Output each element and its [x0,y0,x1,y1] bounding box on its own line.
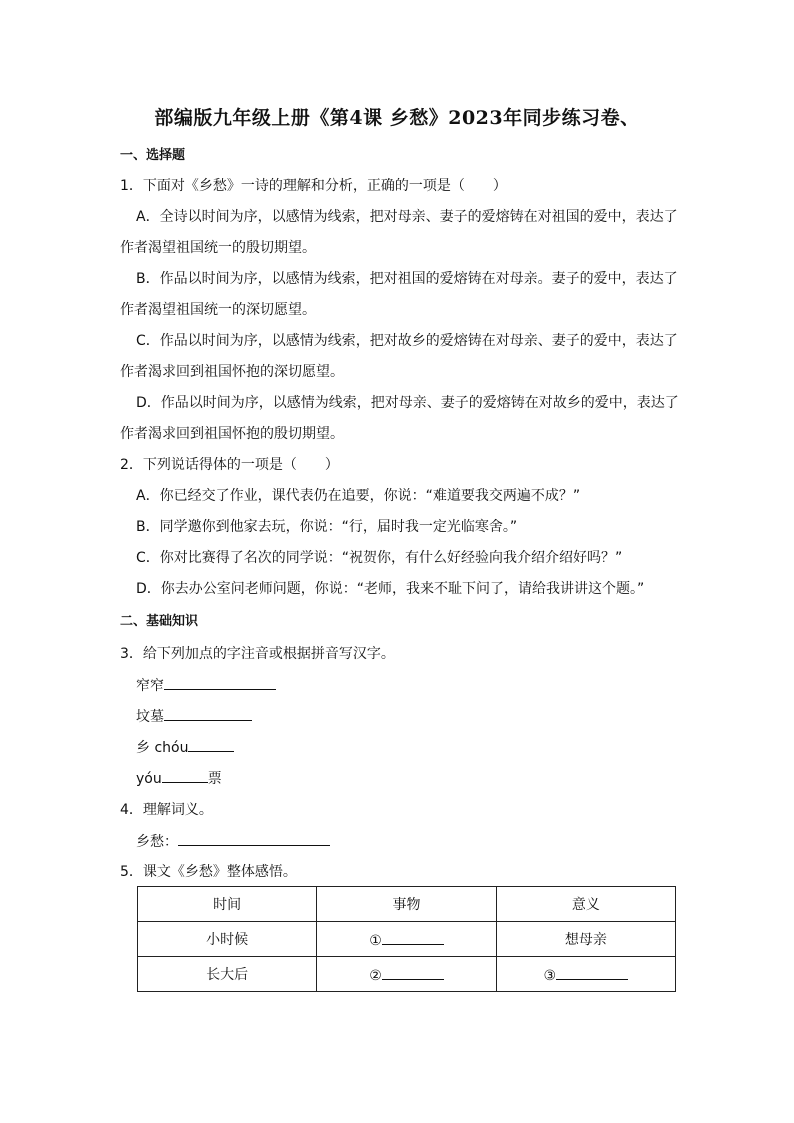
question-5-stem: 5．课文《乡愁》整体感悟。 [120,864,297,880]
section-heading-choice: 一、选择题 [120,148,186,163]
table-cell: 想母亲 [496,922,675,957]
page-title: 部编版九年级上册《第4课 乡愁》2023年同步练习卷、 [154,107,640,129]
question-2-option-a: A．你已经交了作业，课代表仍在追要，你说：“难道要我交两遍不成？” [136,488,581,504]
question-1-option-d-cont: 作者渴求回到祖国怀抱的殷切期望。 [120,426,344,442]
section-heading-basics: 二、基础知识 [120,614,199,629]
table-cell-blank [317,957,496,992]
question-1-option-d: D．作品以时间为序，以感情为线索，把对母亲、妻子的爱熔铸在对故乡的爱中，表达了 [136,395,679,411]
table-cell-blank [496,957,675,992]
question-4-stem: 4．理解词义。 [120,802,213,818]
table-header-cell: 意义 [496,887,675,922]
question-3-item-3-label: 乡 chóu [136,740,189,756]
question-3-item-2 [136,706,252,727]
table-header-cell: 时间 [138,887,317,922]
answer-blank[interactable] [556,965,628,980]
question-3-stem: 3．给下列加点的字注音或根据拼音写汉字。 [120,646,395,662]
question-1-option-c-cont: 作者渴求回到祖国怀抱的深切愿望。 [120,364,344,380]
answer-blank[interactable] [382,930,444,945]
answer-blank[interactable] [162,768,208,783]
table-header-row [138,887,676,922]
question-3-item-4-suffix: 票 [207,771,222,787]
question-2-option-c: C．你对比赛得了名次的同学说：“祝贺你，有什么好经验向我介绍介绍好吗？” [136,550,623,566]
table-row [138,922,676,957]
question-1-option-b-cont: 作者渴望祖国统一的深切愿望。 [120,302,316,318]
circled-number: ② [369,967,382,984]
question-1-option-b: B．作品以时间为序，以感情为线索，把对祖国的爱熔铸在对母亲。妻子的爱中，表达了 [136,271,678,287]
answer-blank[interactable] [164,675,276,690]
question-3-item-1-label: 窄窄 [136,678,164,694]
question-1-option-a: A．全诗以时间为序，以感情为线索，把对母亲、妻子的爱熔铸在对祖国的爱中，表达了 [136,209,678,225]
table-cell-blank [317,922,496,957]
question-2-stem: 2．下列说话得体的一项是（ ） [120,457,339,473]
circled-number: ③ [543,967,557,984]
question-3-item-2-label: 坟墓 [136,709,164,725]
table-row [138,957,676,992]
question-3-item-4 [136,768,222,789]
appreciation-table [137,886,676,992]
question-3-item-3 [136,737,234,758]
question-4-item [136,831,330,852]
question-1-stem: 1．下面对《乡愁》一诗的理解和分析，正确的一项是（ ） [120,178,507,194]
table-header-cell: 事物 [317,887,496,922]
answer-blank[interactable] [178,831,330,846]
table-cell: 小时候 [138,922,317,957]
answer-blank[interactable] [382,965,444,980]
question-2-option-b: B．同学邀你到他家去玩，你说：“行，届时我一定光临寒舍。” [136,519,518,535]
question-3-item-1 [136,675,276,696]
question-4-item-label: 乡愁： [136,834,178,850]
question-2-option-d: D．你去办公室问老师问题，你说：“老师，我来不耻下问了，请给我讲讲这个题。” [136,581,645,597]
table-cell: 长大后 [138,957,317,992]
question-1-option-c: C．作品以时间为序，以感情为线索，把对故乡的爱熔铸在对母亲、妻子的爱中，表达了 [136,333,678,349]
question-3-item-4-pinyin: yóu [136,771,162,787]
answer-blank[interactable] [164,706,252,721]
circled-number: ① [369,932,382,949]
answer-blank[interactable] [188,737,234,752]
question-1-option-a-cont: 作者渴望祖国统一的殷切期望。 [120,240,316,256]
